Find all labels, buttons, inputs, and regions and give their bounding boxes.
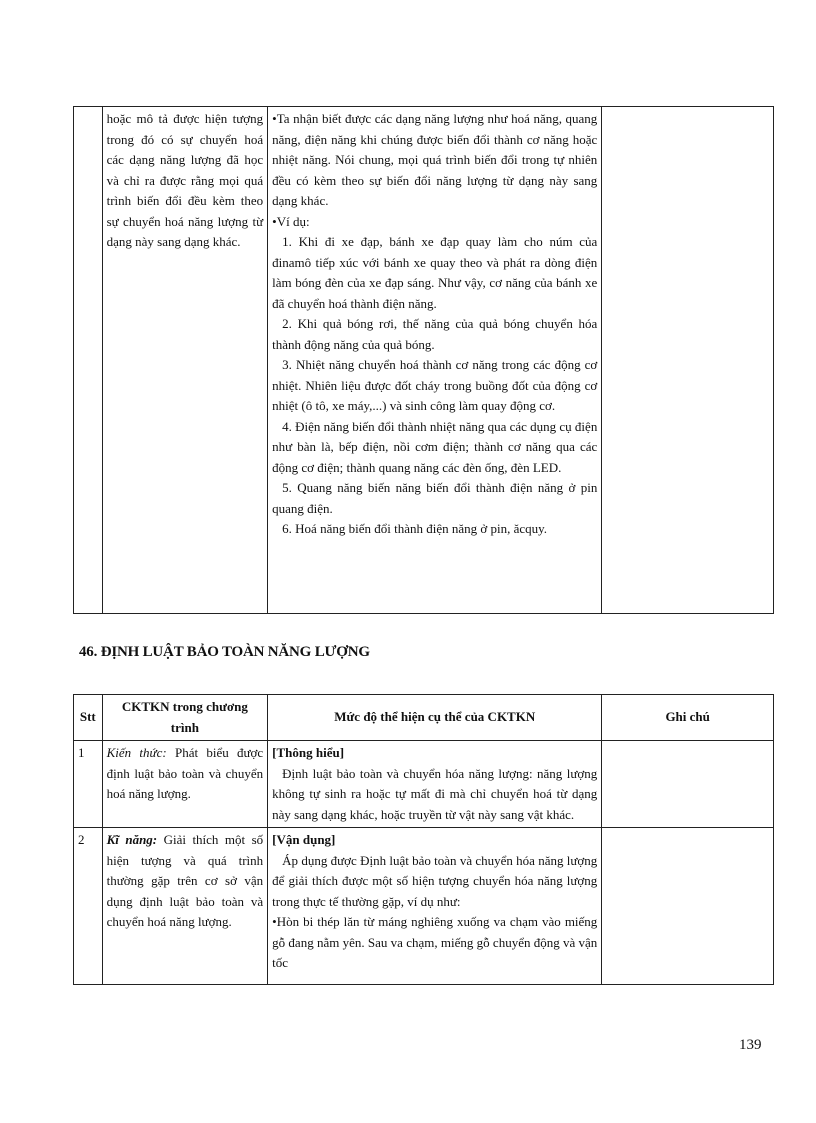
ck-text: Giải thích một số hiện tượng và quá trình thường gặp trên cơ sở vận dụng định luật bảo toàn và chuyển hoá năng lượng.	[106, 832, 264, 929]
table-top	[73, 106, 774, 614]
md-heading: [Vận dụng]	[272, 832, 336, 847]
gc-cell	[602, 828, 774, 985]
md-heading: [Thông hiểu]	[272, 745, 345, 760]
table-row	[74, 828, 774, 985]
md-example-3: 3. Nhiệt năng chuyển hoá thành cơ năng trong các động cơ nhiệt. Nhiên liệu được đốt cháy trong buồng đốt của động cơ nhiệt (ô tô, xe máy,...) và sinh công làm quay động cơ.	[272, 357, 598, 413]
stt-cell	[74, 107, 103, 614]
section-title: 46. ĐỊNH LUẬT BẢO TOÀN NĂNG LƯỢNG	[79, 644, 370, 660]
page-number: 139	[739, 1037, 762, 1053]
ck-label: Kĩ năng:	[106, 832, 158, 847]
md-example-2: 2. Khi quả bóng rơi, thế năng của quả bóng chuyển hóa thành động năng của quả bóng.	[272, 316, 598, 352]
ck-label: Kiến thức:	[106, 745, 167, 760]
ck-text: Phát biểu được định luật bảo toàn và chuyển hoá năng lượng.	[106, 745, 264, 801]
md-bullet: • Hòn bi thép lăn từ máng nghiêng xuống va chạm vào miếng gỗ đang nằm yên. Sau va chạm, miếng gỗ chuyển động và vận tốc	[272, 912, 597, 974]
md-text: Định luật bảo toàn và chuyển hóa năng lượng: năng lượng không tự sinh ra hoặc tự mất đi mà chỉ chuyển hoá từ dạng này sang dạng khác, hoặc truyền từ vật này sang vật khác.	[272, 765, 598, 822]
md-cell	[268, 741, 602, 828]
stt-cell: 1	[74, 741, 103, 828]
gc-cell	[602, 741, 774, 828]
md-text: Áp dụng được Định luật bảo toàn và chuyển hóa năng lượng để giải thích được một số hiện tượng chuyển hóa năng lượng trong thực tế thường gặp, ví dụ như:	[272, 852, 598, 909]
stt-cell: 2	[74, 828, 103, 985]
table-header-row	[74, 695, 774, 741]
md-cell	[268, 828, 602, 985]
md-example-5: 5. Quang năng biến năng biến đổi thành điện năng ở pin quang điện.	[272, 480, 598, 516]
ck-cell	[102, 828, 268, 985]
table-bottom	[73, 694, 774, 985]
md-cell	[268, 107, 602, 614]
gc-cell	[602, 107, 774, 614]
md-example-label: • Ví dụ:	[272, 212, 597, 233]
ck-cell	[102, 107, 268, 614]
table-row	[74, 741, 774, 828]
md-paragraph: • Ta nhận biết được các dạng năng lượng như hoá năng, quang năng, điện năng khi chúng được biến đổi thành cơ năng hoặc nhiệt năng. Nói chung, mọi quá trình biến đổi trong tự nhiên đều có kèm theo sự biến đổi năng lượng từ dạng này sang dạng khác.	[272, 109, 597, 212]
ck-cell	[102, 741, 268, 828]
md-example-1: 1. Khi đi xe đạp, bánh xe đạp quay làm cho núm của đinamô tiếp xúc với bánh xe quay theo và phát ra dòng điện làm bóng đèn của xe đạp sáng. Như vậy, cơ năng của bánh xe đã chuyển hoá thành điện năng.	[272, 234, 598, 311]
md-example-4: 4. Điện năng biến đổi thành nhiệt năng qua các dụng cụ điện như bàn là, bếp điện, nồi cơm điện; thành cơ năng qua các động cơ điện; thành quang năng các đèn ống, đèn LED.	[272, 418, 598, 475]
ck-text: hoặc mô tả được hiện tượng trong đó có sự chuyển hoá các dạng năng lượng đã học và chỉ ra được rằng mọi quá trình biến đổi đều kèm theo sự chuyển hoá năng lượng từ dạng này sang dạng khác.	[106, 111, 264, 249]
table-row	[74, 107, 774, 614]
header-stt: Stt	[74, 695, 103, 741]
md-example-6: 6. Hoá năng biến đổi thành điện năng ở pin, ăcquy.	[282, 521, 548, 536]
header-gc: Ghi chú	[602, 695, 774, 741]
header-md: Mức độ thể hiện cụ thể của CKTKN	[268, 695, 602, 741]
header-ck: CKTKN trong chương trình	[102, 695, 268, 741]
